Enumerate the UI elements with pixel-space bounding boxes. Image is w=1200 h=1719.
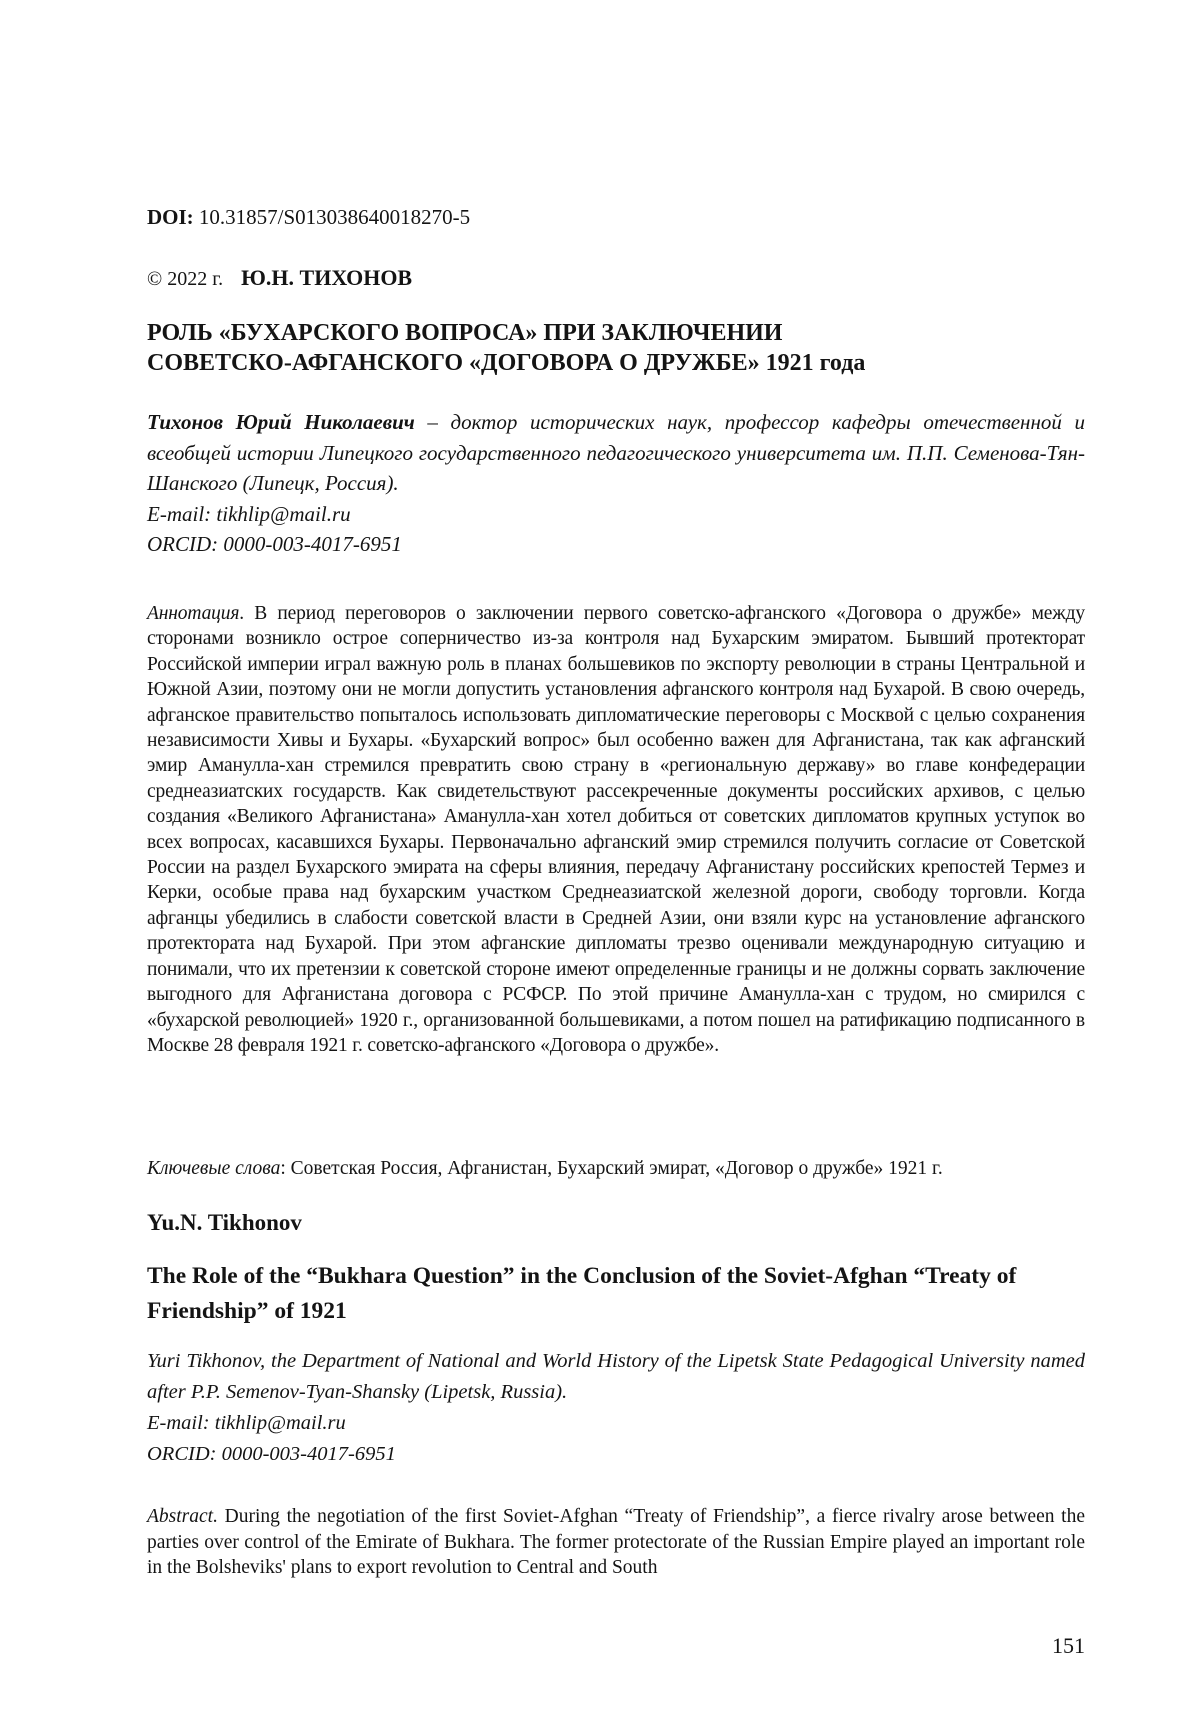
author-description-ru: – доктор исторических наук, профессор кафедры отечественной и всеобщей истории Липецкого государственного педагогического университета им. П.П. Семенова-Тян-Шанского (Липецк, Россия). <box>147 410 1085 495</box>
keywords-ru-text: : Советская Россия, Афганистан, Бухарский эмират, «Договор о дружбе» 1921 г. <box>280 1158 943 1179</box>
article-title-ru <box>147 318 1085 378</box>
copyright-line <box>147 265 412 292</box>
author-email-ru[interactable]: E-mail: tikhlip@mail.ru <box>147 501 351 526</box>
author-affiliation-ru <box>147 407 1085 499</box>
abstract-ru-text: . В период переговоров о заключении первого советско-афганского «Договора о дружбе» между сторонами возникло острое соперничество из-за контроля над Бухарским эмиратом. Бывший протекторат Российской империи играл важную роль в планах большевиков по экспорту революции в страны Центральной и Южной Азии, поэтому они не могли допустить установления афганского контроля над Бухарой. В свою очередь, афганское правительство попыталось использовать дипломатические переговоры с Москвой с целью сохранения независимости Хивы и Бухары. «Бухарский вопрос» был особенно важен для Афганистана, так как афганский эмир Аманулла-хан стремился превратить свою страну в «региональную державу» во главе конфедерации среднеазиатских государств. Как свидетельствуют рассекреченные документы российских архивов, с целью создания «Великого Афганистана» Аманулла-хан хотел добиться от советских дипломатов крупных уступок во всех вопросах, касавшихся Бухары. Первоначально афганский эмир стремился получить согласие от Советской России на раздел Бухарского эмирата на сферы влияния, передачу Афганистану российских крепостей Термез и Керки, особые права над бухарским участком Среднеазиатской железной дороги, свободу торговли. Когда афганцы убедились в слабости советской власти в Средней Азии, они взяли курс на установление афганского протектората над Бухарой. При этом афганские дипломаты трезво оценивали международную ситуацию и понимали, что их претензии к советской стороне имеют определенные границы и не должны сорвать заключение выгодного для Афганистана договора с РСФСР. По этой причине Аманулла-хан с трудом, но смирился с «бухарской революцией» 1920 г., организованной большевиками, а потом пошел на ратификацию подписанного в Москве 28 февраля 1921 г. советско-афганского «Договора о дружбе». <box>147 603 1085 1056</box>
author-info-ru <box>147 407 1085 560</box>
copyright-year: © 2022 г. <box>147 268 224 290</box>
abstract-en-label: Abstract. <box>147 1506 218 1527</box>
abstract-ru <box>147 601 1085 1058</box>
author-email-en[interactable]: E-mail: tikhlip@mail.ru <box>147 1412 346 1434</box>
author-fullname-ru: Тихонов Юрий Николаевич <box>147 410 415 434</box>
title-ru-line: РОЛЬ «БУХАРСКОГО ВОПРОСА» ПРИ ЗАКЛЮЧЕНИИ <box>147 320 783 346</box>
doi-value[interactable]: 10.31857/S013038640018270-5 <box>193 205 471 229</box>
abstract-en-text: During the negotiation of the first Soviet-Afghan “Treaty of Friendship”, a fierce rivalry arose between the parties over control of the Emirate of Bukhara. The former protectorate of the Russian Empire played an important role in the Bolsheviks' plans to export revolution to Central and South <box>147 1506 1085 1578</box>
doi-label: DOI: <box>147 205 194 229</box>
keywords-ru-label: Ключевые слова <box>147 1158 281 1179</box>
author-info-en <box>147 1346 1085 1470</box>
page-number: 151 <box>1052 1633 1085 1658</box>
abstract-en <box>147 1504 1085 1581</box>
keywords-ru <box>147 1156 1085 1182</box>
author-orcid-ru[interactable]: ORCID: 0000-003-4017-6951 <box>147 532 402 556</box>
author-name-ru: Ю.Н. ТИХОНОВ <box>241 265 413 290</box>
author-name-en: Yu.N. Tikhonov <box>147 1210 302 1235</box>
author-affiliation-en: Yuri Tikhonov, the Department of National and World History of the Lipetsk State Pedagogical University named after P.P. Semenov-Tyan-Shansky (Lipetsk, Russia). <box>147 1350 1085 1403</box>
author-orcid-en[interactable]: ORCID: 0000-003-4017-6951 <box>147 1443 396 1465</box>
abstract-ru-label: Аннотация <box>147 603 240 624</box>
doi-line <box>147 204 470 230</box>
journal-page <box>147 0 1085 1719</box>
article-title-en: The Role of the “Bukhara Question” in the Conclusion of the Soviet-Afghan “Treaty of Friendship” of 1921 <box>147 1263 1017 1324</box>
title-ru-line: СОВЕТСКО-АФГАНСКОГО «ДОГОВОРА О ДРУЖБЕ» 1921 года <box>147 350 866 376</box>
